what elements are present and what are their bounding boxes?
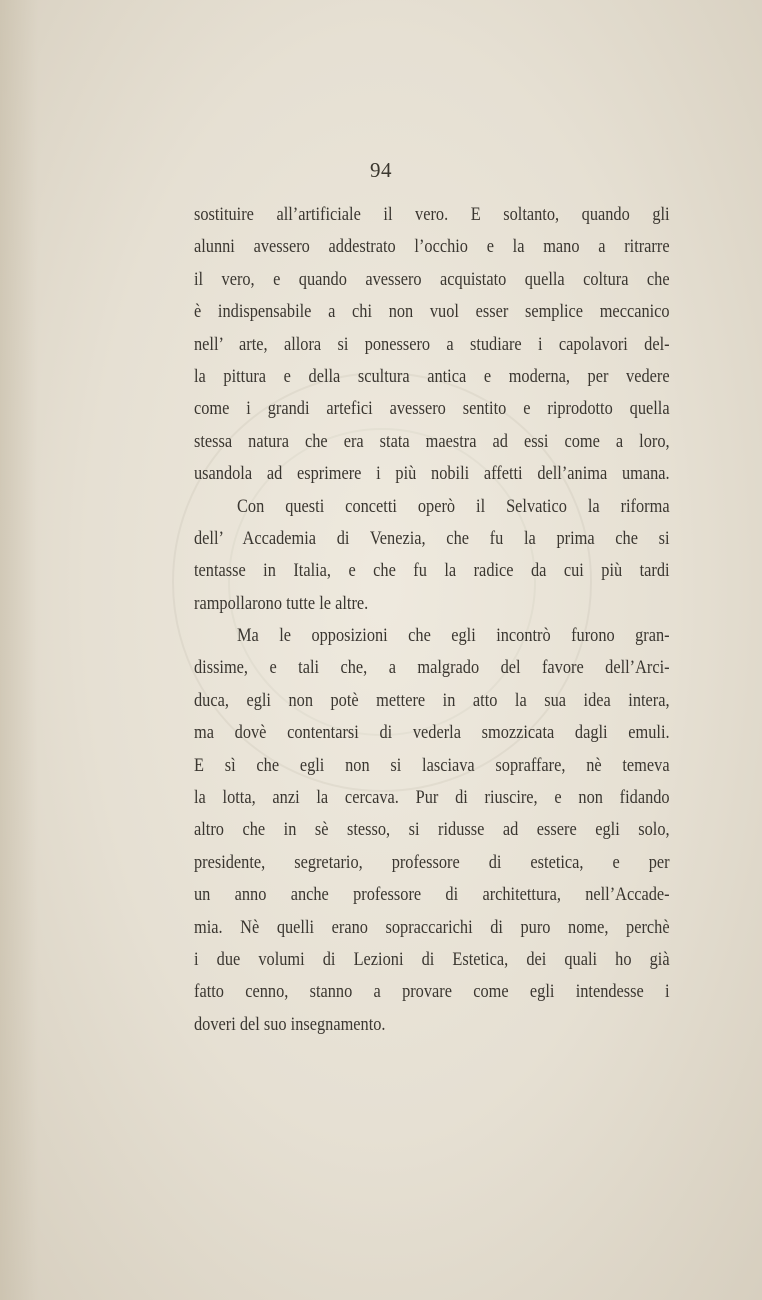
text-line: mia. Nè quelli erano sopraccarichi di puro nome, perchè: [194, 916, 670, 938]
paragraph-end-line: doveri del suo insegnamento.: [194, 1013, 386, 1035]
text-line: E sì che egli non si lasciava sopraffare, nè temeva: [194, 754, 670, 776]
text-line: dissime, e tali che, a malgrado del favore dell’Arci-: [194, 657, 670, 679]
text-line: sostituire all’artificiale il vero. E soltanto, quando gli: [194, 204, 670, 225]
text-line: alunni avessero addestrato l’occhio e la mano a ritrarre: [194, 236, 670, 258]
paragraph-start-line: Ma le opposizioni che egli incontrò furono gran-: [237, 625, 670, 647]
text-line: la lotta, anzi la cercava. Pur di riuscire, e non fidando: [194, 787, 670, 809]
text-line: stessa natura che era stata maestra ad essi come a loro,: [194, 430, 670, 452]
text-line: è indispensabile a chi non vuol esser semplice meccanico: [194, 301, 670, 323]
page-number: 94: [370, 158, 392, 182]
text-line: fatto cenno, stanno a provare come egli intendesse i: [194, 981, 670, 1003]
text-line: come i grandi artefici avessero sentito e riprodotto quella: [194, 398, 670, 420]
text-line: la pittura e della scultura antica e moderna, per vedere: [194, 365, 670, 387]
text-line: dell’ Accademia di Venezia, che fu la prima che si: [194, 527, 670, 549]
body-text: [194, 199, 670, 1041]
page-gutter-shadow: [0, 0, 38, 1300]
text-line: usandola ad esprimere i più nobili affetti dell’anima umana.: [194, 463, 670, 485]
text-line: i due volumi di Lezioni di Estetica, dei quali ho già: [194, 948, 670, 970]
text-line: altro che in sè stesso, si ridusse ad essere egli solo,: [194, 819, 670, 841]
text-line: un anno anche professore di architettura, nell’Accade-: [194, 884, 670, 906]
paragraph-end-line: rampollarono tutte le altre.: [194, 592, 369, 614]
text-line: nell’ arte, allora si ponessero a studiare i capolavori del-: [194, 333, 670, 355]
text-line: duca, egli non potè mettere in atto la sua idea intera,: [194, 689, 670, 711]
text-line: ma dovè contentarsi di vederla smozzicata dagli emuli.: [194, 722, 670, 744]
text-line: presidente, segretario, professore di estetica, e per: [194, 851, 670, 873]
text-line: tentasse in Italia, e che fu la radice da cui più tardi: [194, 560, 670, 582]
paragraph-start-line: Con questi concetti operò il Selvatico la riforma: [237, 495, 670, 517]
text-line: il vero, e quando avessero acquistato quella coltura che: [194, 268, 670, 290]
